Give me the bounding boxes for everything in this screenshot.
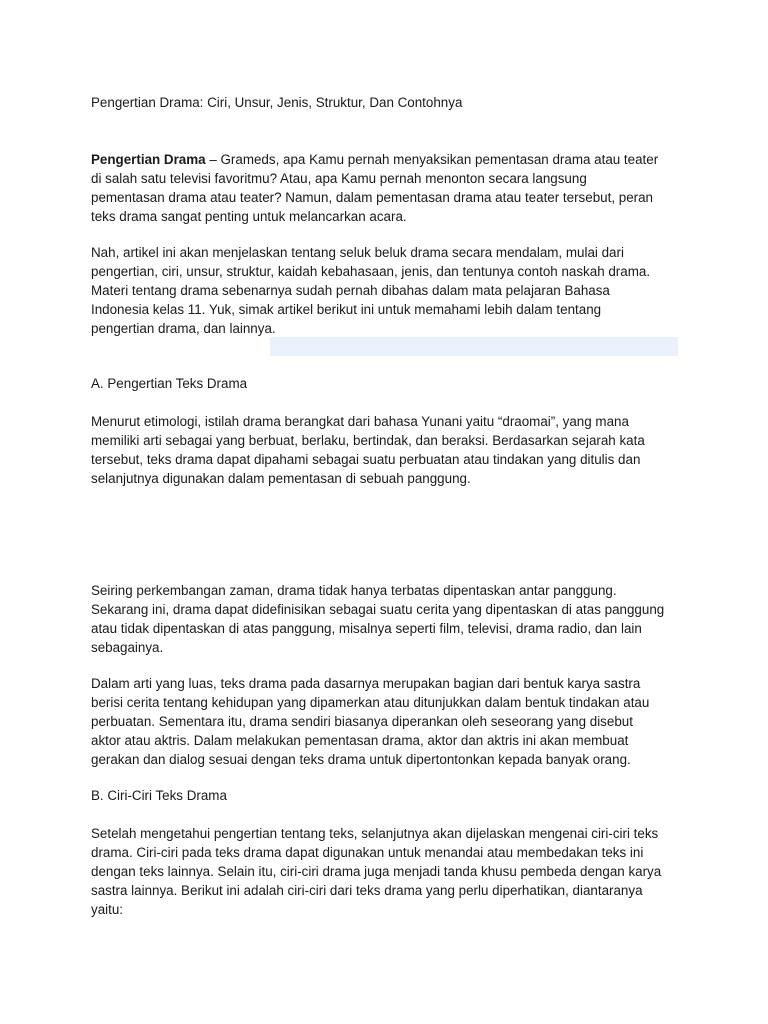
intro-line: teks drama sangat penting untuk melancarkan acara. <box>91 209 407 224</box>
dalam-line: Dalam arti yang luas, teks drama pada dasarnya merupakan bagian dari bentuk karya sastra <box>91 676 641 691</box>
setelah-line: Setelah mengetahui pengertian tentang teks, selanjutnya akan dijelaskan mengenai ciri-ciri teks <box>91 826 659 841</box>
nah-line: Nah, artikel ini akan menjelaskan tentang seluk beluk drama secara mendalam, mulai dari <box>91 245 624 260</box>
etimologi-line: memiliki arti sebagai yang berbuat, berlaku, bertindak, dan beraksi. Berdasarkan sejarah kata <box>91 433 645 448</box>
intro-first-line-rest: – Grameds, apa Kamu pernah menyaksikan pementasan drama atau teater <box>205 152 659 167</box>
setelah-paragraph <box>91 824 691 919</box>
etimologi-line: Menurut etimologi, istilah drama berangkat dari bahasa Yunani yaitu “draomai”, yang mana <box>91 414 629 429</box>
etimologi-paragraph <box>91 412 691 488</box>
intro-lead-bold: Pengertian Drama <box>91 152 206 167</box>
dalam-line: perbuatan. Sementara itu, drama sendiri biasanya diperankan oleh seseorang yang disebut <box>91 714 633 729</box>
intro-paragraph <box>91 150 691 226</box>
intro-line: di salah satu televisi favoritmu? Atau, apa Kamu pernah menonton secara langsung <box>91 171 587 186</box>
setelah-line: yaitu: <box>91 902 124 917</box>
section-b-heading-text: B. Ciri-Ciri Teks Drama <box>91 788 227 803</box>
seiring-line: Seiring perkembangan zaman, drama tidak hanya terbatas dipentaskan antar panggung. <box>91 583 617 598</box>
nah-line: pengertian, ciri, unsur, struktur, kaidah kebahasaan, jenis, dan tentunya contoh naskah drama. <box>91 264 651 279</box>
intro-line <box>91 150 691 169</box>
seiring-line: sebagainya. <box>91 640 164 655</box>
etimologi-line: tersebut, teks drama dapat dipahami sebagai suatu perbuatan atau tindakan yang ditulis dan <box>91 452 641 467</box>
etimologi-line: selanjutnya digunakan dalam pementasan di sebuah panggung. <box>91 471 471 486</box>
nah-paragraph <box>91 243 691 338</box>
section-a-heading <box>91 374 691 393</box>
dalam-paragraph <box>91 674 691 769</box>
setelah-line: drama. Ciri-ciri pada teks drama dapat digunakan untuk menandai atau membedakan teks ini <box>91 845 644 860</box>
section-b-heading <box>91 786 691 805</box>
seiring-line: Sekarang ini, drama dapat didefinisikan sebagai suatu cerita yang dipentaskan di atas panggung <box>91 602 665 617</box>
seiring-paragraph <box>91 581 691 657</box>
dalam-line: aktor atau aktris. Dalam melakukan pementasan drama, aktor dan aktris ini akan membuat <box>91 733 629 748</box>
title-text: Pengertian Drama: Ciri, Unsur, Jenis, Struktur, Dan Contohnya <box>91 95 463 110</box>
highlight-bar <box>270 337 678 356</box>
nah-line: pengertian drama, dan lainnya. <box>91 321 276 336</box>
section-a-heading-text: A. Pengertian Teks Drama <box>91 376 248 391</box>
dalam-line: gerakan dan dialog sesuai dengan teks drama untuk dipertontonkan kepada banyak orang. <box>91 752 631 767</box>
dalam-line: berisi cerita tentang kehidupan yang dipamerkan atau ditunjukkan dalam bentuk tindakan atau <box>91 695 650 710</box>
nah-line: Indonesia kelas 11. Yuk, simak artikel berikut ini untuk memahami lebih dalam tentang <box>91 302 602 317</box>
setelah-line: dengan teks lainnya. Selain itu, ciri-ciri drama juga menjadi tanda khusu pembeda dengan karya <box>91 864 662 879</box>
setelah-line: sastra lainnya. Berikut ini adalah ciri-ciri dari teks drama yang perlu diperhatikan, diantaranya <box>91 883 643 898</box>
nah-line: Materi tentang drama sebenarnya sudah pernah dibahas dalam mata pelajaran Bahasa <box>91 283 610 298</box>
intro-line: pementasan drama atau teater? Namun, dalam pementasan drama atau teater tersebut, peran <box>91 190 654 205</box>
document-title <box>91 93 691 112</box>
seiring-line: atau tidak dipentaskan di atas panggung, misalnya seperti film, televisi, drama radio, dan lain <box>91 621 642 636</box>
